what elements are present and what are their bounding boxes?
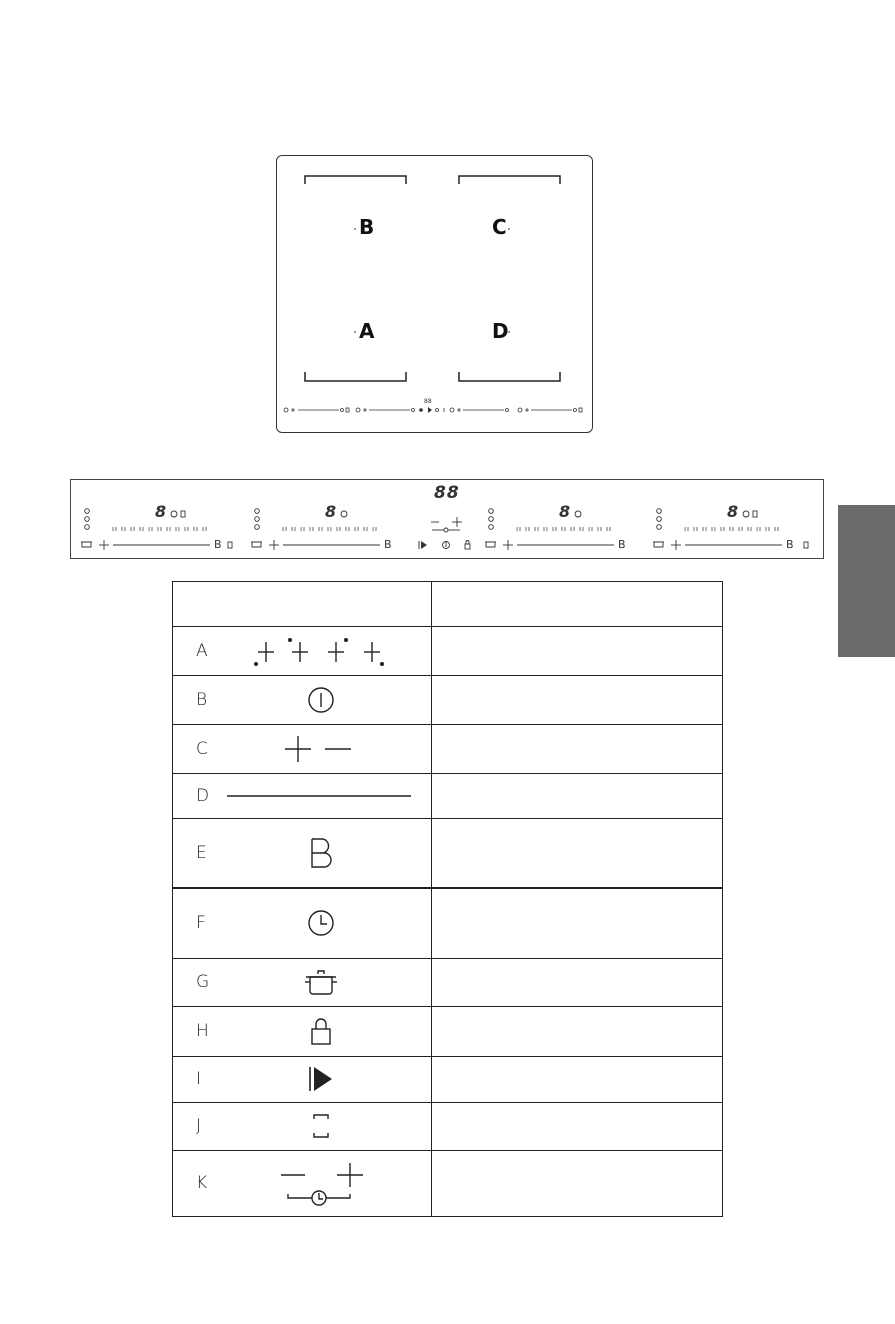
lock-icon — [308, 1015, 334, 1047]
zone-label-a: A — [359, 319, 375, 343]
side-tab — [838, 505, 895, 657]
symbol-cell — [173, 725, 432, 774]
row-letter: G — [196, 972, 210, 993]
description-cell — [432, 958, 723, 1006]
boost-label-1: B — [214, 538, 222, 551]
description-cell — [432, 774, 723, 819]
description-cell — [432, 1102, 723, 1150]
zone-display-3: 8 — [559, 502, 571, 521]
symbol-cell — [173, 676, 432, 725]
symbol-cell — [173, 1150, 432, 1216]
power-icon — [306, 685, 336, 715]
description-cell — [432, 627, 723, 676]
cooktop-diagram — [276, 155, 593, 433]
table-row — [173, 627, 723, 676]
legend-header-symbol — [173, 582, 432, 627]
legend-header-row — [173, 582, 723, 627]
description-cell — [432, 1006, 723, 1056]
bridge-bracket-icon — [310, 1112, 332, 1140]
table-row — [173, 725, 723, 774]
row-letter: A — [196, 641, 208, 662]
pause-play-icon — [306, 1064, 336, 1094]
zone-display-4: 8 — [727, 502, 739, 521]
description-cell — [432, 676, 723, 725]
boost-label-2: B — [384, 538, 392, 551]
pot-icon — [303, 967, 339, 997]
svg-text:88: 88 — [424, 398, 432, 405]
row-letter: D — [196, 786, 210, 807]
table-row — [173, 1102, 723, 1150]
row-letter: C — [196, 739, 208, 760]
zone-display-2: 8 — [325, 502, 337, 521]
row-letter: J — [196, 1116, 202, 1137]
timer-display: 88 — [434, 483, 460, 503]
description-cell — [432, 888, 723, 958]
table-row — [173, 888, 723, 958]
table-row — [173, 819, 723, 888]
zone-position-icons — [246, 634, 396, 668]
symbol-cell — [173, 774, 432, 819]
table-row — [173, 1006, 723, 1056]
zone-label-c: C — [492, 215, 507, 239]
boost-label-4: B — [786, 538, 794, 551]
row-letter: I — [196, 1069, 202, 1090]
table-row — [173, 676, 723, 725]
description-cell — [432, 1056, 723, 1102]
slider-bar-icon — [225, 791, 415, 801]
symbol-cell — [173, 1056, 432, 1102]
symbol-cell — [173, 1102, 432, 1150]
row-letter: H — [196, 1021, 209, 1042]
legend-table — [172, 581, 723, 1217]
row-letter: B — [196, 690, 208, 711]
zone-label-d: D — [492, 319, 509, 343]
table-row — [173, 1150, 723, 1216]
table-row — [173, 1056, 723, 1102]
row-letter: E — [196, 843, 207, 864]
timer-minus-plus-icon — [271, 1160, 371, 1206]
symbol-cell — [173, 627, 432, 676]
description-cell — [432, 1150, 723, 1216]
symbol-cell — [173, 958, 432, 1006]
zone-display-1: 8 — [155, 502, 167, 521]
plus-minus-icon — [281, 734, 361, 764]
cooktop-zone-brackets — [276, 155, 593, 433]
symbol-cell — [173, 888, 432, 958]
boost-letter-icon — [308, 837, 334, 869]
boost-label-3: B — [618, 538, 626, 551]
table-row — [173, 958, 723, 1006]
table-row — [173, 774, 723, 819]
description-cell — [432, 725, 723, 774]
control-panel-diagram — [70, 479, 824, 559]
legend-header-description — [432, 582, 723, 627]
description-cell — [432, 819, 723, 888]
timer-icon — [306, 908, 336, 938]
symbol-cell — [173, 819, 432, 888]
zone-label-b: B — [359, 215, 375, 239]
row-letter: F — [196, 913, 206, 934]
symbol-cell — [173, 1006, 432, 1056]
row-letter: K — [196, 1173, 208, 1194]
